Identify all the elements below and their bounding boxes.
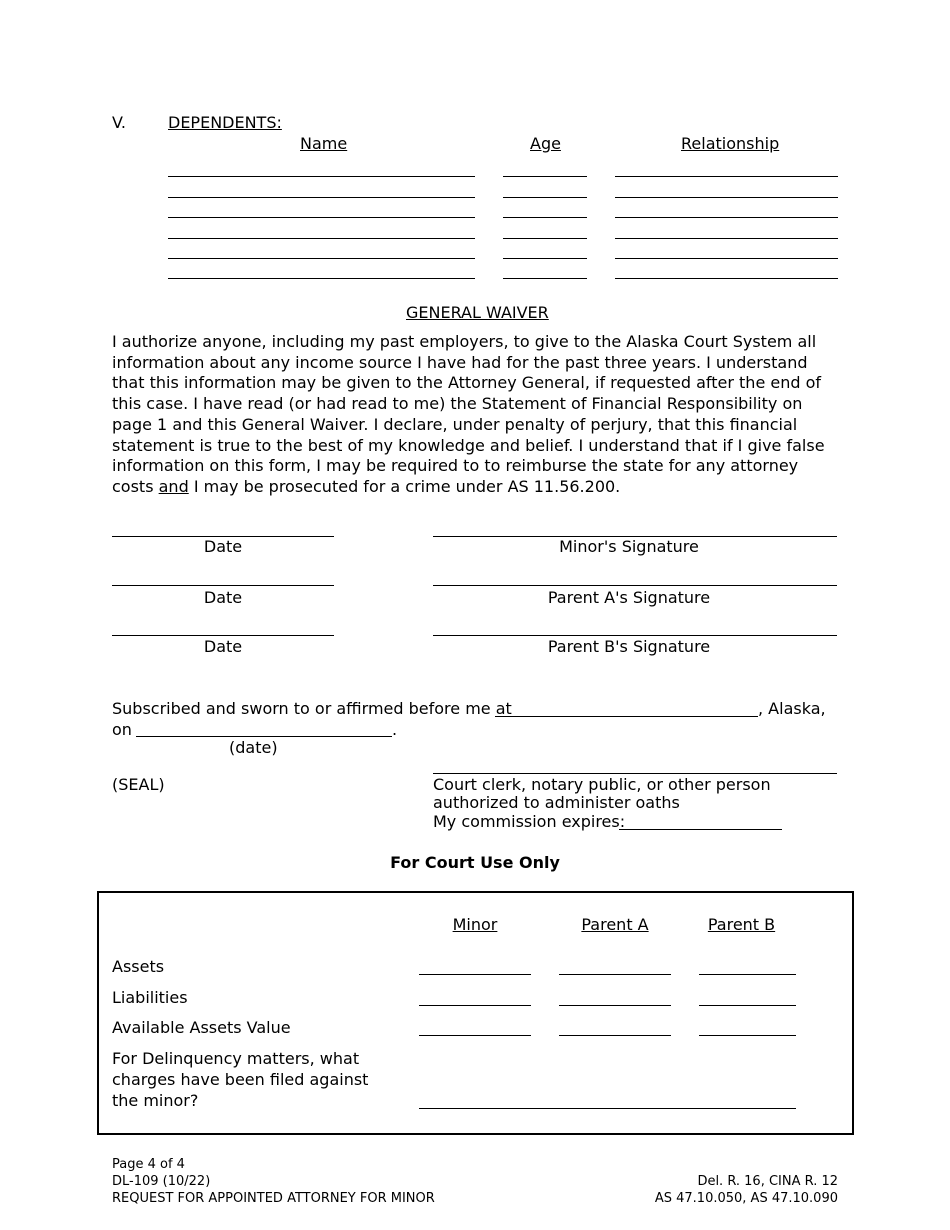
row-label-assets: Assets xyxy=(112,957,165,976)
available-minor-line[interactable] xyxy=(419,1035,531,1036)
column-header-parent-b: Parent B xyxy=(707,915,776,934)
waiver-text: I authorize anyone, including my past employers, to give to the Alaska Court System all information about any income source I have had for the past three years. I understand that this information may be given to the Attorney General, if requested after the end of this case. I have read (or had read to me) the Statement of Financial Responsibility on page 1 and this General Waiver. I declare, under penalty of perjury, that this financial statement is true to the best of my knowledge and belief. I understand that if I give false information on this form, I may be required to to reimburse the state for any attorney costs and I may be prosecuted for a crime under AS 11.56.200. xyxy=(112,332,825,496)
column-header-name: Name xyxy=(300,134,348,153)
assets-minor-line[interactable] xyxy=(419,974,531,975)
dependent-relationship-line[interactable] xyxy=(615,278,838,279)
dependent-name-line[interactable] xyxy=(168,197,475,198)
parent-b-signature-line[interactable] xyxy=(433,635,837,636)
liabilities-parent-a-line[interactable] xyxy=(559,1005,671,1006)
minor-signature-label: Minor's Signature xyxy=(559,537,699,556)
dependent-age-line[interactable] xyxy=(503,258,587,259)
oath-line2-suffix: . xyxy=(392,720,398,739)
delinquency-charges-line[interactable] xyxy=(419,1108,796,1109)
oath-location-line[interactable] xyxy=(495,716,758,717)
dependent-relationship-line[interactable] xyxy=(615,238,838,239)
delinquency-question-1: For Delinquency matters, what xyxy=(112,1049,360,1068)
dependent-name-line[interactable] xyxy=(168,238,475,239)
dependent-relationship-line[interactable] xyxy=(615,217,838,218)
dependent-age-line[interactable] xyxy=(503,176,587,177)
column-header-minor: Minor xyxy=(452,915,498,934)
footer-form-title: REQUEST FOR APPOINTED ATTORNEY FOR MINOR xyxy=(112,1191,435,1206)
dependent-name-line[interactable] xyxy=(168,278,475,279)
dependent-age-line[interactable] xyxy=(503,278,587,279)
footer-rules-1: Del. R. 16, CINA R. 12 xyxy=(697,1174,838,1189)
column-header-age: Age xyxy=(530,134,561,153)
date-line-parent-a[interactable] xyxy=(112,585,334,586)
assets-parent-b-line[interactable] xyxy=(699,974,796,975)
date-label: Date xyxy=(203,588,243,607)
date-line-parent-b[interactable] xyxy=(112,635,334,636)
assets-parent-a-line[interactable] xyxy=(559,974,671,975)
dependent-age-line[interactable] xyxy=(503,238,587,239)
footer-page-number: Page 4 of 4 xyxy=(112,1157,185,1172)
row-label-available-assets: Available Assets Value xyxy=(112,1018,291,1037)
dependent-relationship-line[interactable] xyxy=(615,197,838,198)
clerk-caption-2: authorized to administer oaths xyxy=(433,793,680,812)
dependent-relationship-line[interactable] xyxy=(615,176,838,177)
commission-expires-line[interactable] xyxy=(619,829,782,830)
column-header-parent-a: Parent A xyxy=(581,915,649,934)
parent-a-signature-label: Parent A's Signature xyxy=(547,588,711,607)
dependent-name-line[interactable] xyxy=(168,217,475,218)
dependent-relationship-line[interactable] xyxy=(615,258,838,259)
clerk-caption-1: Court clerk, notary public, or other person xyxy=(433,775,771,794)
dependent-age-line[interactable] xyxy=(503,217,587,218)
column-header-relationship: Relationship xyxy=(681,134,780,153)
seal-label: (SEAL) xyxy=(112,775,165,794)
oath-line1-prefix: Subscribed and sworn to or affirmed before me at xyxy=(112,699,512,718)
section-number: V. xyxy=(112,113,126,132)
waiver-title: GENERAL WAIVER xyxy=(406,303,549,322)
oath-line1-suffix: , Alaska, xyxy=(758,699,826,718)
dependents-heading: DEPENDENTS: xyxy=(168,113,282,132)
liabilities-minor-line[interactable] xyxy=(419,1005,531,1006)
commission-label: My commission expires: xyxy=(433,812,626,831)
available-parent-a-line[interactable] xyxy=(559,1035,671,1036)
available-parent-b-line[interactable] xyxy=(699,1035,796,1036)
footer-rules-2: AS 47.10.050, AS 47.10.090 xyxy=(654,1191,838,1206)
dependent-name-line[interactable] xyxy=(168,258,475,259)
clerk-signature-line[interactable] xyxy=(433,773,837,774)
date-label: Date xyxy=(203,537,243,556)
court-use-title: For Court Use Only xyxy=(390,853,560,872)
date-label: Date xyxy=(203,637,243,656)
delinquency-question-2: charges have been filed against xyxy=(112,1070,369,1089)
liabilities-parent-b-line[interactable] xyxy=(699,1005,796,1006)
dependent-name-line[interactable] xyxy=(168,176,475,177)
row-label-liabilities: Liabilities xyxy=(112,988,188,1007)
oath-date-line[interactable] xyxy=(136,736,392,737)
dependent-age-line[interactable] xyxy=(503,197,587,198)
oath-line2-prefix: on xyxy=(112,720,132,739)
delinquency-question-3: the minor? xyxy=(112,1091,199,1110)
footer-form-id: DL-109 (10/22) xyxy=(112,1174,211,1189)
parent-a-signature-line[interactable] xyxy=(433,585,837,586)
oath-date-caption: (date) xyxy=(229,738,278,757)
parent-b-signature-label: Parent B's Signature xyxy=(547,637,711,656)
